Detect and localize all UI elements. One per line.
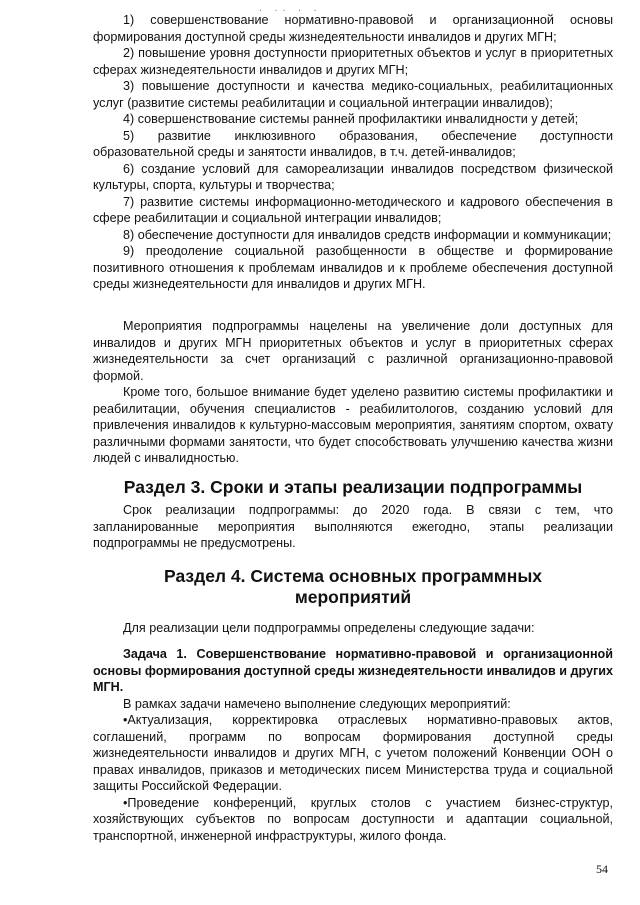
- section3-body: [93, 502, 613, 552]
- list-item: 3) повышение доступности и качества медико-социальных, реабилитационных услуг (развитие системы реабилитации и социальной интеграции инвалидов);: [93, 79, 613, 110]
- section3-text: Срок реализации подпрограммы: до 2020 года. В связи с тем, что запланированные мероприятия выполняются ежегодно, этапы реализации подпрограммы не предусмотрены.: [93, 503, 613, 550]
- list-item: 5) развитие инклюзивного образования, обеспечение доступности образовательной среды и занятости инвалидов, в т.ч. детей-инвалидов;: [93, 128, 613, 159]
- section4-title: [93, 566, 613, 608]
- section4-intro-block: [93, 620, 613, 637]
- goals-list: [93, 12, 613, 293]
- measures-block: [93, 318, 613, 467]
- list-item: 2) повышение уровня доступности приоритетных объектов и услуг в приоритетных сферах жизнедеятельности инвалидов и других МГН;: [93, 46, 613, 77]
- page-number: 54: [596, 862, 608, 876]
- list-item: 6) создание условий для самореализации инвалидов посредством физической культуры, спорта, культуры и творчества;: [93, 161, 613, 192]
- task1-intro: В рамках задачи намечено выполнение следующих мероприятий:: [123, 696, 511, 711]
- bullet-item: •Проведение конференций, круглых столов с участием бизнес-структур, хозяйствующих субъектов по вопросам доступности и адаптации социальной, транспортной, инженерной инфраструктуры, жилого фонда.: [93, 795, 613, 843]
- bullet-item: •Актуализация, корректировка отраслевых нормативно-правовых актов, соглашений, программ по вопросам формирования доступной среды жизнедеятельности инвалидов и других МГН, с учетом положений Конвенции ООН о правах инвалидов, приказов и методических писем Министерства труда и социальной защиты Российской Федерации.: [93, 713, 613, 793]
- section4-intro: Для реализации цели подпрограммы определены следующие задачи:: [123, 621, 535, 635]
- scan-marks: · ·· · ·: [258, 6, 321, 15]
- task1-title: Задача 1. Совершенствование нормативно-правовой и организационной основы формирования доступной среды жизнедеятельности инвалидов и других МГН.: [93, 647, 613, 694]
- paragraph-measures: Мероприятия подпрограммы нацелены на увеличение доли доступных для инвалидов и других МГН приоритетных объектов и услуг в приоритетных сферах жизнедеятельности за счет организаций с различной организационно-правовой формой.: [93, 319, 613, 383]
- task1-block: [93, 646, 613, 844]
- list-item: 1) совершенствование нормативно-правовой и организационной основы формирования доступной среды жизнедеятельности инвалидов и других МГН;: [93, 13, 613, 44]
- section3-title: Раздел 3. Сроки и этапы реализации подпрограммы: [123, 477, 583, 497]
- section4-title-line1: Раздел 4. Система основных программных: [164, 566, 542, 586]
- section4-title-line2: мероприятий: [294, 587, 412, 607]
- list-item: 9) преодоление социальной разобщенности в обществе и формирование позитивного отношения к проблемам инвалидов и к проблеме обеспечения доступной среды жизнедеятельности для инвалидов и других МГН.: [93, 244, 613, 291]
- list-item: 7) развитие системы информационно-методического и кадрового обеспечения в сфере реабилитации и социальной интеграции инвалидов;: [93, 194, 613, 225]
- list-item: 4) совершенствование системы ранней профилактики инвалидности у детей;: [123, 112, 579, 126]
- list-item: 8) обеспечение доступности для инвалидов средств информации и коммуникации;: [123, 227, 612, 242]
- paragraph-besides: Кроме того, большое внимание будет уделено развитию системы профилактики и реабилитации, обучения специалистов - реабилитологов, созданию условий для привлечения инвалидов к культурно-массовым мероприятия, занятиям спортом, охвату различными формами занятости, что будет способствовать улучшению качества жизни людей с инвалидностью.: [93, 385, 613, 465]
